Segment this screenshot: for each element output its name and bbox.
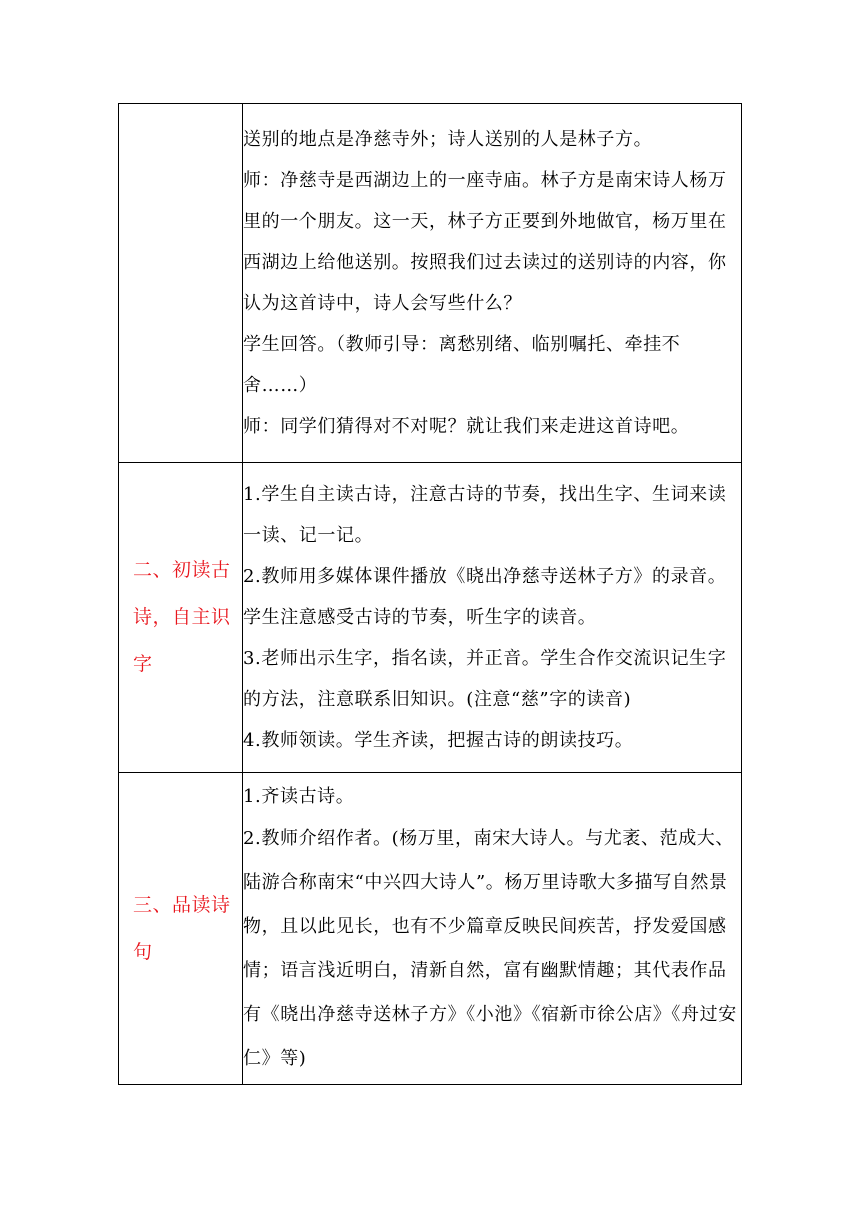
paragraph: 2.教师用多媒体课件播放《晓出净慈寺送林子方》的录音。学生注意感受古诗的节奏，听生字的读音。 bbox=[243, 566, 727, 628]
paragraph: 3.老师出示生字，指名读，并正音。学生合作交流识记生字的方法，注意联系旧知识。(注意“慈”字的读音) bbox=[243, 648, 727, 710]
paragraph: 1.齐读古诗。 bbox=[243, 786, 355, 807]
content-cell bbox=[243, 773, 742, 1085]
stage-cell bbox=[119, 773, 243, 1085]
table-row bbox=[119, 773, 742, 1085]
paragraph: 送别的地点是净慈寺外；诗人送别的人是林子方。 bbox=[243, 129, 653, 150]
content-cell bbox=[243, 463, 742, 773]
table-row bbox=[119, 104, 742, 463]
paragraph: 师：同学们猜得对不对呢？就让我们来走进这首诗吧。 bbox=[243, 416, 690, 437]
stage-cell bbox=[119, 104, 243, 463]
paragraph: 4.教师领读。学生齐读，把握古诗的朗读技巧。 bbox=[243, 730, 634, 751]
paragraph: 学生回答。（教师引导：离愁别绪、临别嘱托、牵挂不舍……） bbox=[243, 334, 681, 396]
stage-label: 三、品读诗句 bbox=[133, 893, 231, 963]
paragraph: 2.教师介绍作者。(杨万里，南宋大诗人。与尤袤、范成大、陆游合称南宋“中兴四大诗人”。杨万里诗歌大多描写自然景物，且以此见长，也有不少篇章反映民间疾苦，抒发爱国感情；语言浅近明白，清新自然，富有幽默情趣；其代表作品有《晓出净慈寺送林子方》《小池》《宿新市徐公店》《舟过安仁》等) bbox=[243, 828, 737, 1069]
paragraph: 1.学生自主读古诗，注意古诗的节奏，找出生字、生词来读一读、记一记。 bbox=[243, 484, 727, 546]
table-row bbox=[119, 463, 742, 773]
paragraph: 师：净慈寺是西湖边上的一座寺庙。林子方是南宋诗人杨万里的一个朋友。这一天，林子方正要到外地做官，杨万里在西湖边上给他送别。按照我们过去读过的送别诗的内容，你认为这首诗中，诗人会写些什么？ bbox=[243, 170, 727, 314]
lesson-plan-table bbox=[118, 103, 742, 1085]
stage-label: 二、初读古诗，自主识字 bbox=[133, 559, 231, 675]
content-cell bbox=[243, 104, 742, 463]
stage-cell bbox=[119, 463, 243, 773]
